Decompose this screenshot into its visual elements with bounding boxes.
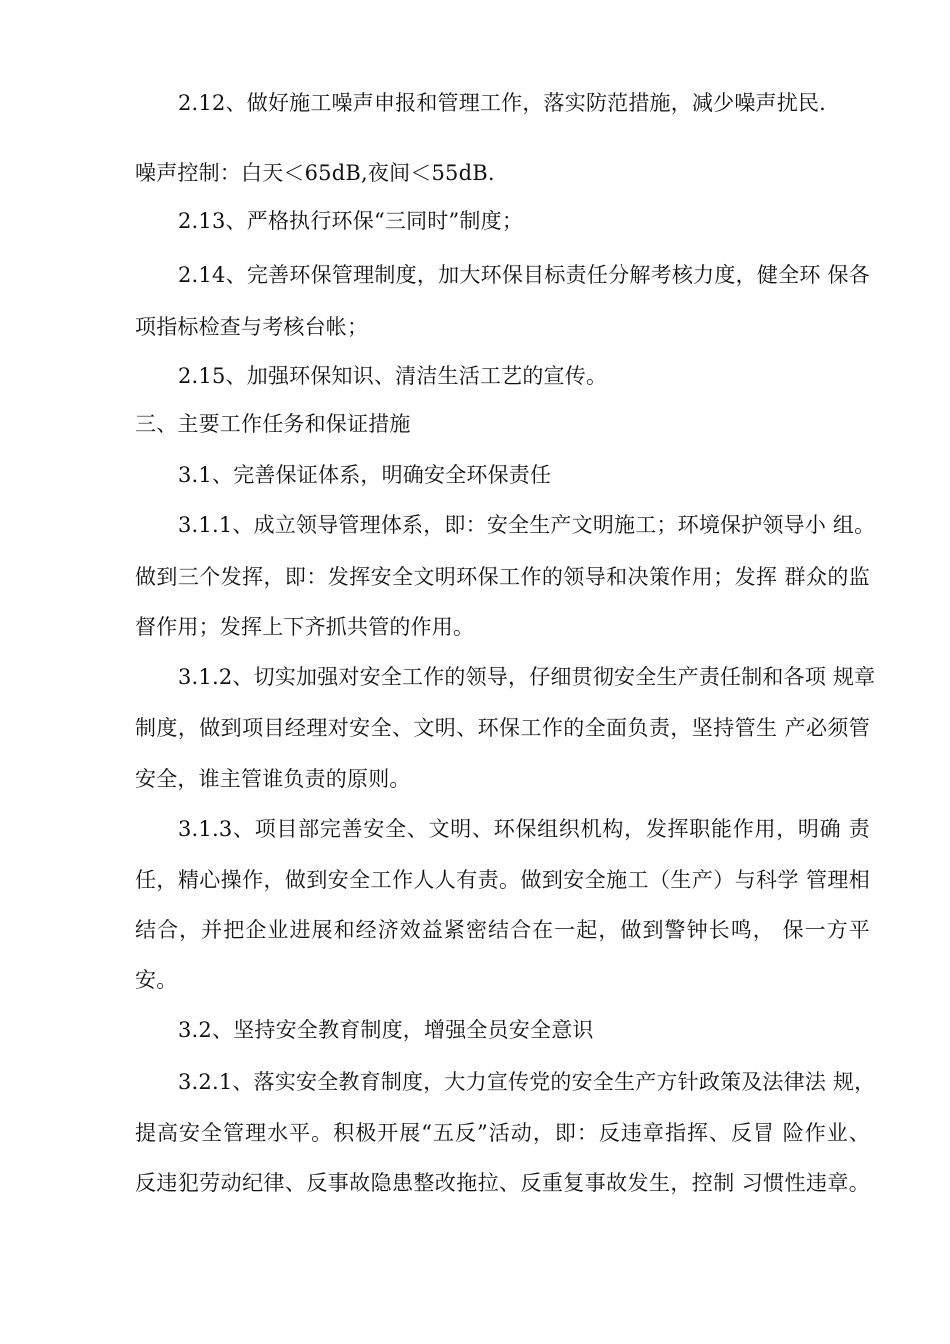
paragraph-3-1-2-line-1: 3.1.2、切实加强对安全工作的领导，仔细贯彻安全生产责任制和各项 规章 — [178, 665, 876, 689]
paragraph-3-1-3-line-2: 任，精心操作，做到安全工作人人有责。做到安全施工（生产）与科学 管理相 — [135, 868, 870, 892]
paragraph-2-14-line-1: 2.14、完善环保管理制度，加大环保目标责任分解考核力度，健全环 保各 — [178, 263, 870, 287]
paragraph-3-1-3-line-3: 结合，并把企业进展和经济效益紧密结合在一起，做到警钟长鸣， 保一方平 — [135, 918, 870, 942]
subheading-3-1: 3.1、完善保证体系，明确安全环保责任 — [178, 463, 552, 487]
paragraph-3-1-3-line-4: 安。 — [135, 968, 178, 992]
section-heading-3: 三、主要工作任务和保证措施 — [135, 412, 411, 436]
subheading-3-2: 3.2、坚持安全教育制度，增强全员安全意识 — [178, 1018, 594, 1042]
paragraph-3-1-3-line-1: 3.1.3、项目部完善安全、文明、环保组织机构，发挥职能作用，明确 责 — [178, 817, 870, 841]
paragraph-3-1-1-line-2: 做到三个发挥，即：发挥安全文明环保工作的领导和决策作用；发挥 群众的监 — [135, 565, 870, 589]
paragraph-2-14-line-2: 项指标检查与考核台帐； — [135, 315, 369, 339]
paragraph-3-1-1-line-1: 3.1.1、成立领导管理体系，即：安全生产文明施工；环境保护领导小 组。 — [178, 513, 876, 537]
paragraph-2-13: 2.13、严格执行环保“三同时”制度； — [178, 209, 524, 233]
paragraph-2-12: 2.12、做好施工噪声申报和管理工作，落实防范措施，减少噪声扰民. — [178, 91, 827, 115]
paragraph-3-2-1-line-3: 反违犯劳动纪律、反事故隐患整改拖拉、反重复事故发生，控制 习惯性违章。 — [135, 1171, 870, 1195]
paragraph-3-2-1-line-1: 3.2.1、落实安全教育制度，大力宣传党的安全生产方针政策及法律法 规， — [178, 1070, 876, 1094]
paragraph-3-2-1-line-2: 提高安全管理水平。积极开展“五反”活动，即：反违章指挥、反冒 险作业、 — [135, 1121, 870, 1145]
noise-control-line: 噪声控制：白天＜65dB,夜间＜55dB. — [135, 161, 495, 185]
paragraph-3-1-1-line-3: 督作用；发挥上下齐抓共管的作用。 — [135, 615, 475, 639]
paragraph-3-1-2-line-2: 制度，做到项目经理对安全、文明、环保工作的全面负责，坚持管生 产必须管 — [135, 716, 870, 740]
paragraph-2-15: 2.15、加强环保知识、清洁生活工艺的宣传。 — [178, 364, 608, 388]
paragraph-3-1-2-line-3: 安全，谁主管谁负责的原则。 — [135, 767, 411, 791]
